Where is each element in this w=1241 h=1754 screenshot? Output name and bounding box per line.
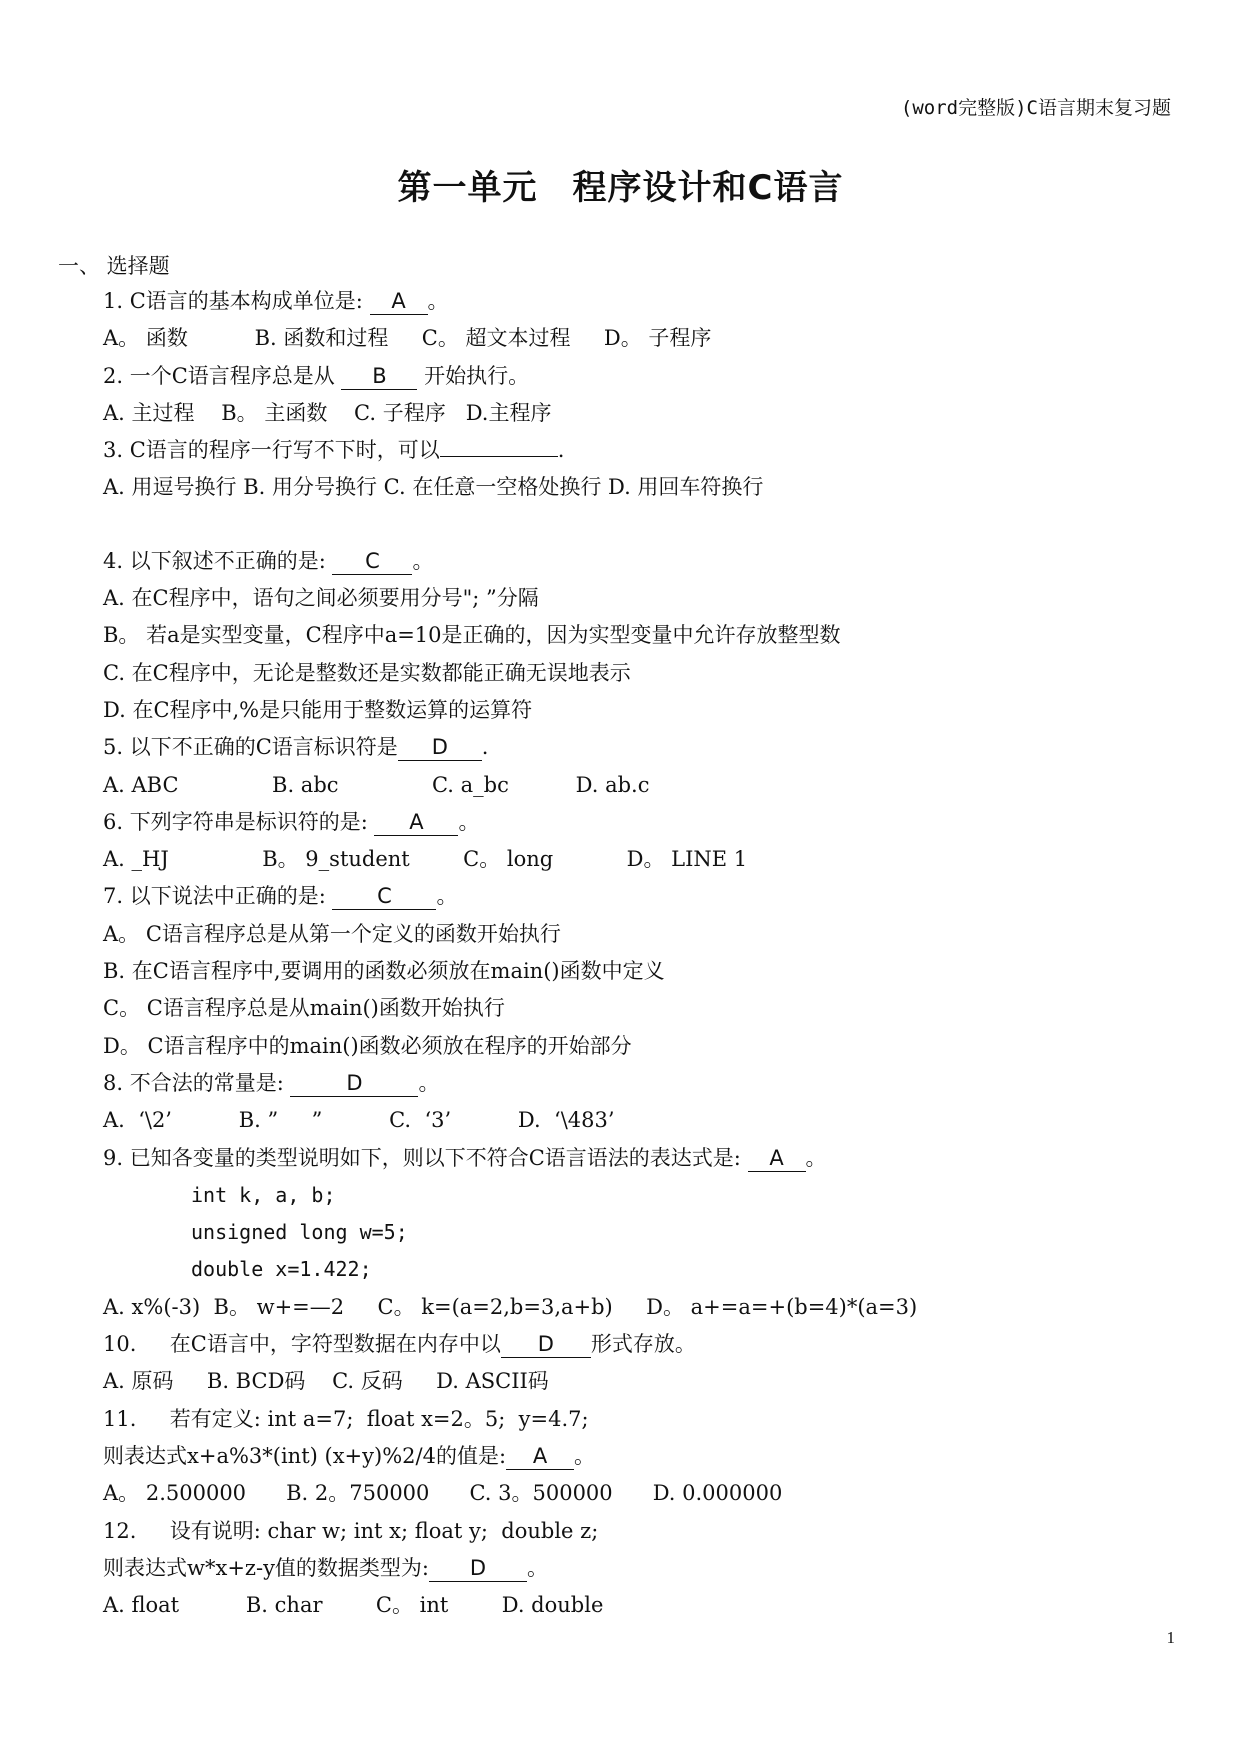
answer-blank: A: [370, 288, 428, 315]
question-stem: 3. C语言的程序一行写不下时，可以: [103, 438, 440, 463]
question-line: [103, 1065, 1183, 1102]
text-line: A. 主过程 B。 主函数 C. 子程序 D.主程序: [103, 400, 552, 425]
text-line: A. x%(-3) B。 w+=—2 C。 k=(a=2,b=3,a+b) D。 a+=a=+(b=4)*(a=3): [103, 1294, 918, 1319]
question-suffix: 。: [805, 1145, 827, 1170]
answer-blank: D: [290, 1070, 418, 1097]
question-suffix: 。: [427, 289, 449, 313]
question-line: [103, 283, 1183, 320]
text-line: D。 C语言程序中的main()函数必须放在程序的开始部分: [103, 1033, 632, 1058]
answer-blank: A: [748, 1145, 806, 1172]
text-line: A. 用逗号换行 B. 用分号换行 C. 在任意一空格处换行 D. 用回车符换行: [103, 475, 764, 500]
question-stem: 则表达式w*x+z-y值的数据类型为:: [103, 1555, 430, 1580]
answer-blank: C: [332, 548, 412, 575]
text-line: A。 2.500000 B. 2。750000 C. 3。500000 D. 0.000000: [103, 1481, 783, 1506]
question-suffix: .: [481, 735, 489, 760]
text-line: A. ‘\2’ B. ” ” C. ‘3’ D. ‘\483’: [103, 1108, 615, 1133]
text-line: B. 在C语言程序中,要调用的函数必须放在main()函数中定义: [103, 959, 665, 984]
answer-blank: [440, 456, 558, 457]
question-stem: 4. 以下叙述不正确的是:: [103, 548, 333, 573]
answer-blank: A: [506, 1443, 574, 1470]
text-line: C. 在C程序中，无论是整数还是实数都能正确无误地表示: [103, 660, 631, 685]
text-line: 11. 若有定义: int a=7; float x=2。5; y=4.7;: [103, 1406, 589, 1431]
question-stem: 10. 在C语言中，字符型数据在内存中以: [103, 1332, 501, 1357]
page-number: 1: [1166, 1628, 1175, 1647]
answer-blank: D: [429, 1555, 527, 1582]
question-line: [103, 432, 1183, 469]
code-line: int k, a, b;: [191, 1182, 336, 1207]
section-heading: 一、 选择题: [58, 254, 170, 278]
question-suffix: .: [557, 438, 565, 463]
code-line: unsigned long w=5;: [191, 1220, 408, 1245]
answer-blank: D: [398, 734, 482, 761]
question-suffix: 。: [418, 1070, 440, 1095]
text-line: A. ABC B. abc C. a_bc D. ab.c: [103, 772, 650, 797]
question-suffix: 。: [436, 884, 458, 909]
question-suffix: 。: [574, 1443, 596, 1468]
text-line: C。 C语言程序总是从main()函数开始执行: [103, 996, 505, 1021]
question-suffix: 。: [527, 1555, 549, 1580]
blank-line: [103, 507, 1183, 543]
answer-blank: A: [374, 809, 458, 836]
text-line: A. 原码 B. BCD码 C. 反码 D. ASCII码: [103, 1369, 549, 1394]
text-line: 12. 设有说明: char w; int x; float y; double z;: [103, 1518, 599, 1543]
question-suffix: 形式存放。: [590, 1332, 696, 1357]
question-stem: 5. 以下不正确的C语言标识符是: [103, 735, 398, 760]
code-line: double x=1.422;: [191, 1257, 372, 1282]
question-suffix: 。: [458, 809, 480, 834]
question-line: [103, 1140, 1183, 1177]
question-list: [103, 283, 1183, 1624]
question-stem: 1. C语言的基本构成单位是:: [103, 289, 370, 313]
text-line: A。 C语言程序总是从第一个定义的函数开始执行: [103, 921, 561, 946]
text-line: D. 在C程序中,%是只能用于整数运算的运算符: [103, 697, 533, 722]
answer-blank: C: [332, 883, 436, 910]
question-line: [103, 729, 1183, 766]
question-line: [103, 1550, 1183, 1587]
question-line: [103, 543, 1183, 580]
question-line: [103, 878, 1183, 915]
question-suffix: 开始执行。: [417, 363, 530, 388]
page-header: (word完整版)C语言期末复习题: [900, 97, 1171, 119]
text-line: A. _HJ B。 9_student C。 long D。 LINE 1: [103, 847, 748, 872]
question-line: [103, 804, 1183, 841]
question-suffix: 。: [412, 548, 434, 573]
text-line: B。 若a是实型变量，C程序中a=10是正确的，因为实型变量中允许存放整型数: [103, 623, 841, 648]
text-line: A. 在C程序中，语句之间必须要用分号"; ”分隔: [103, 586, 539, 611]
question-stem: 7. 以下说法中正确的是:: [103, 884, 333, 909]
question-stem: 9. 已知各变量的类型说明如下，则以下不符合C语言语法的表达式是:: [103, 1145, 748, 1170]
question-stem: 2. 一个C语言程序总是从: [103, 363, 342, 388]
text-line: A。 函数 B. 函数和过程 C。 超文本过程 D。 子程序: [103, 326, 712, 351]
answer-blank: D: [501, 1331, 591, 1358]
question-line: [103, 358, 1183, 395]
text-line: A. float B. char C。 int D. double: [103, 1593, 604, 1618]
unit-title: 第一单元 程序设计和C语言: [397, 168, 844, 208]
question-line: [103, 1438, 1183, 1475]
question-line: [103, 1326, 1183, 1363]
question-stem: 8. 不合法的常量是:: [103, 1070, 291, 1095]
question-stem: 则表达式x+a%3*(int) (x+y)%2/4的值是:: [103, 1443, 507, 1468]
question-stem: 6. 下列字符串是标识符的是:: [103, 809, 375, 834]
answer-blank: B: [341, 363, 417, 390]
